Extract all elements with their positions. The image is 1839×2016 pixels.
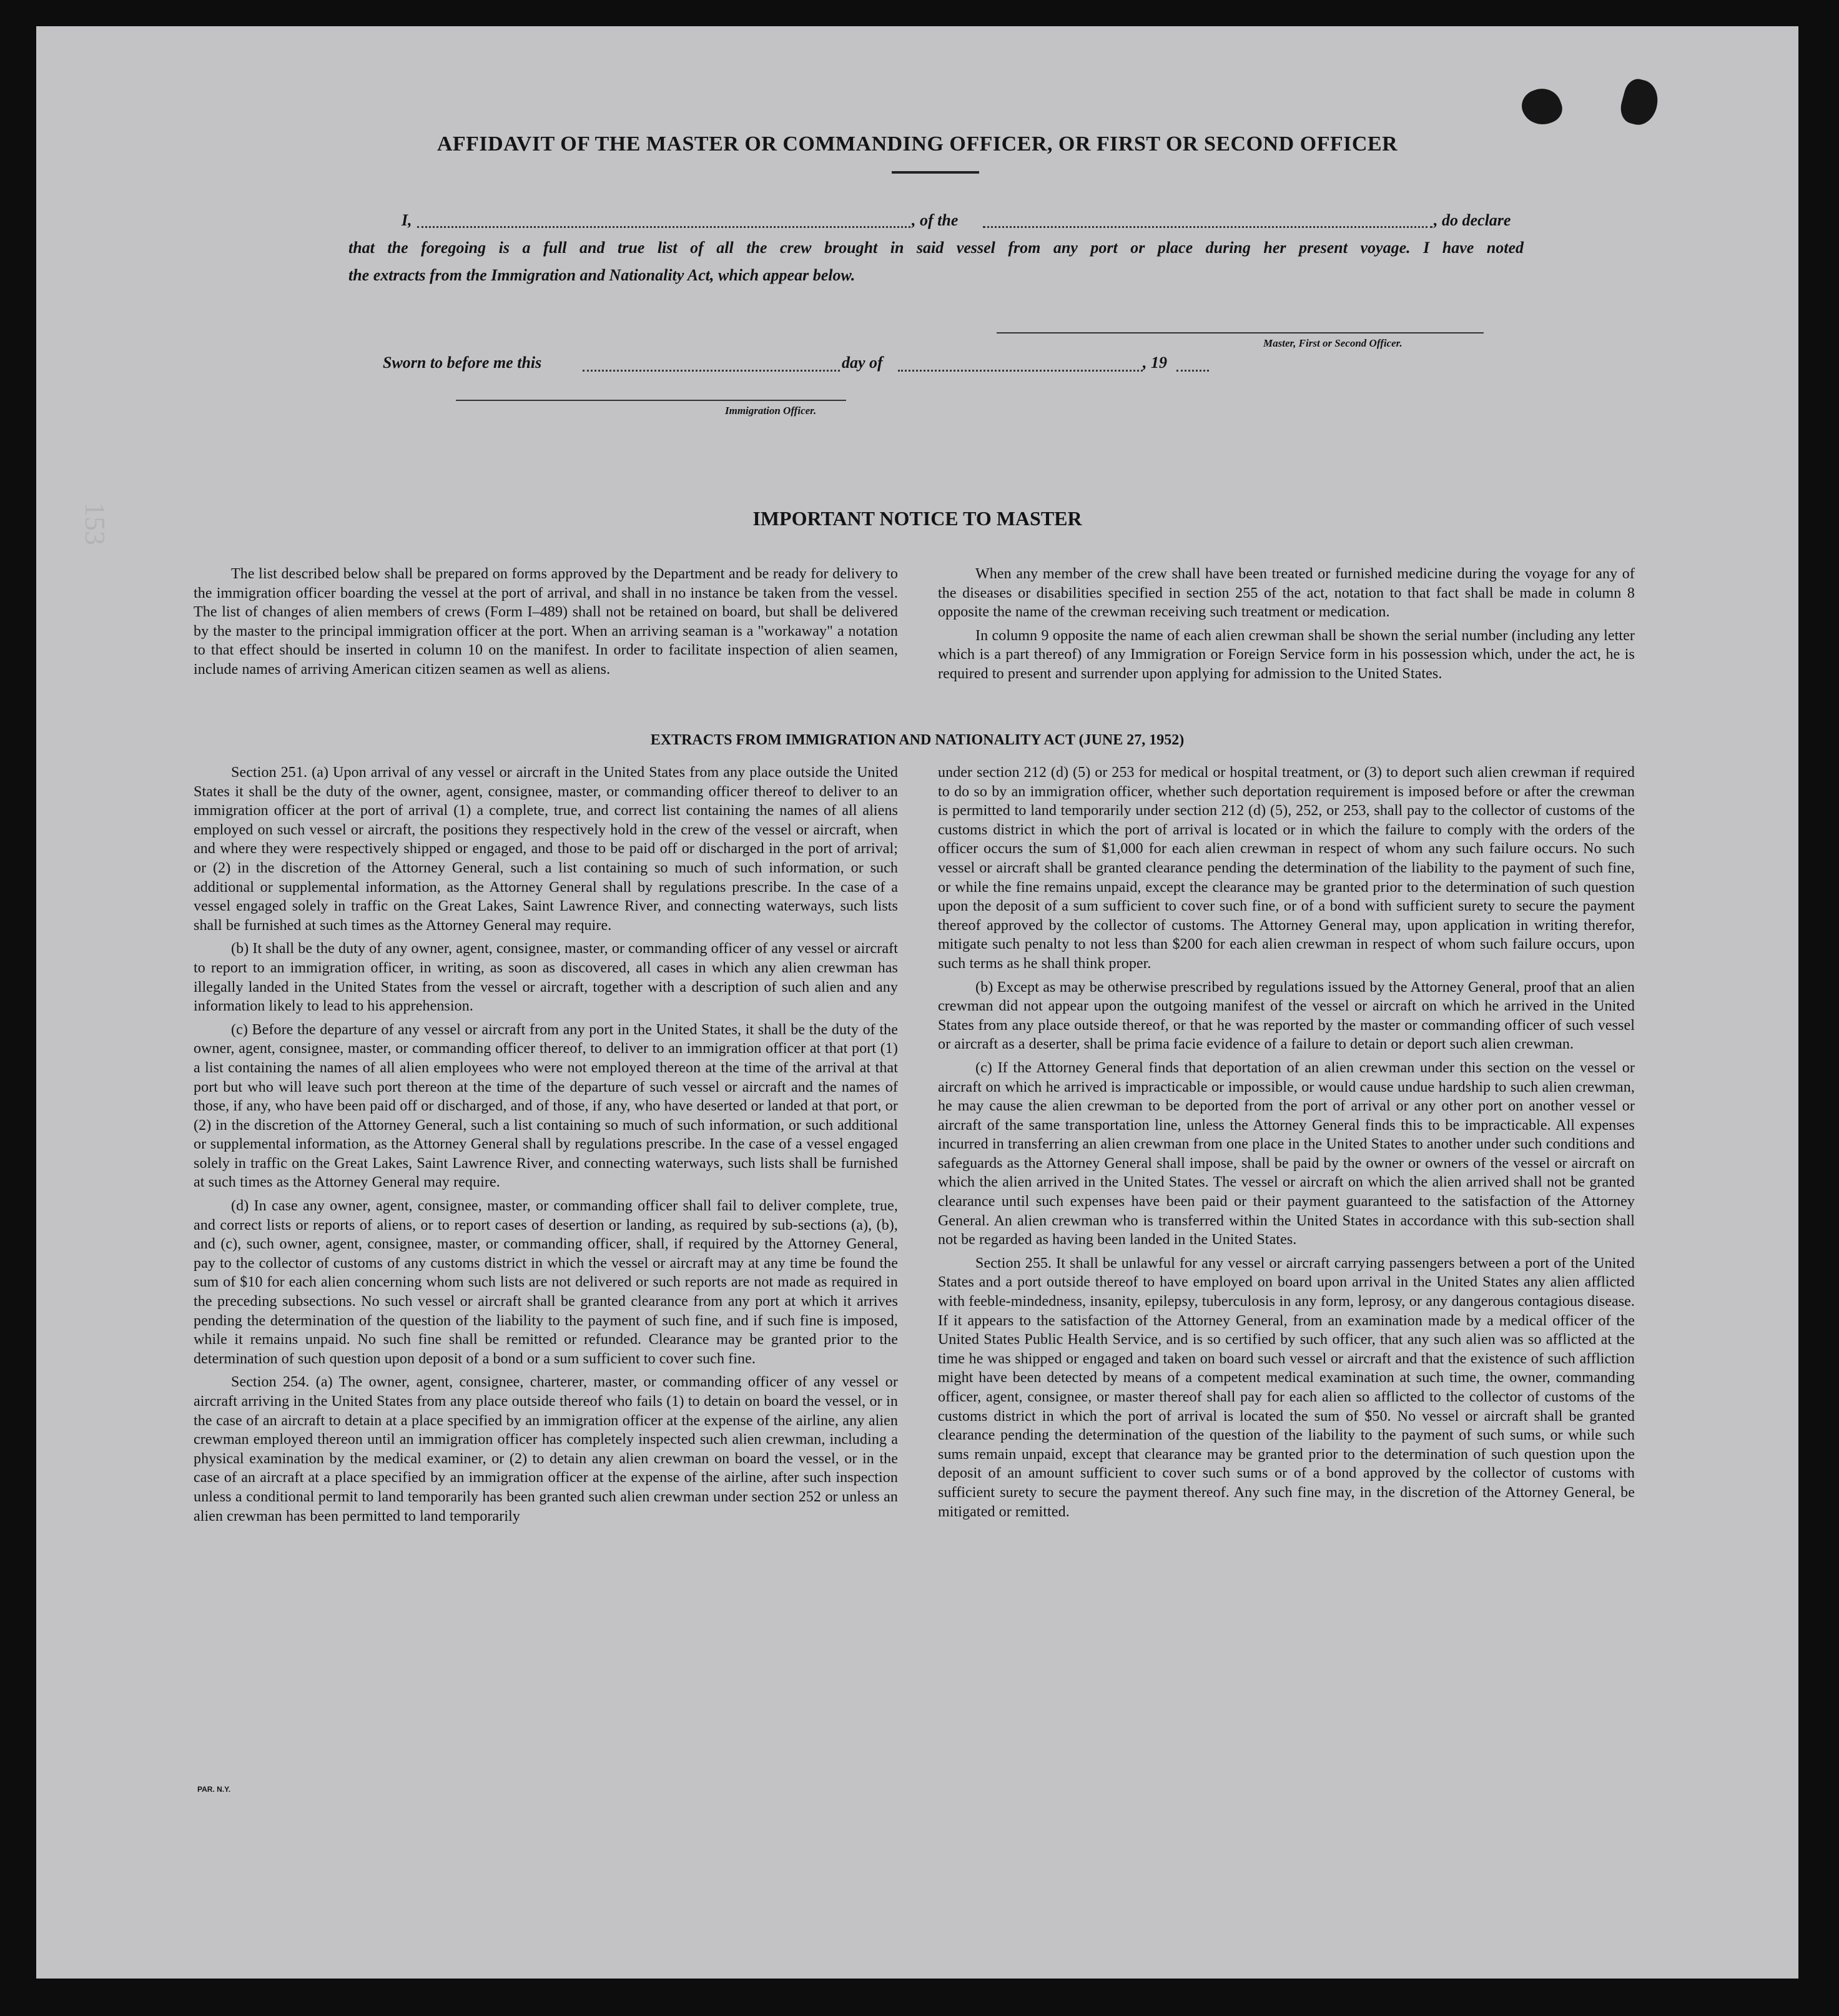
sworn-year-field-line[interactable]: [1176, 370, 1209, 372]
extract-paragraph: Section 254. (a) The owner, agent, consignee, charterer, master, or commanding officer of any vessel or aircraft arriving in the United States from any place outside thereof who fails (1) to detain on board the vessel, or in the case of an aircraft to detain at a place specified by an immigration officer at the expense of the airline, any alien crewman employed thereon until an immigration officer has completely inspected such alien crewman, including a physical examination by the medical examiner, or (2) to detain any alien crewman on board the vessel, or in the case of an aircraft at a place specified by an immigration officer at the expense of the airline, after such inspection unless a conditional permit to land temporarily has been granted such alien crewman under section 252 or unless an alien crewman has been permitted to land temporarily: [194, 1374, 898, 1524]
sworn-day-field-line[interactable]: [583, 370, 840, 372]
master-caption: Master, First or Second Officer.: [1263, 337, 1403, 349]
notice-right-column: [938, 565, 1635, 688]
declaration-line-3: the extracts from the Immigration and Nationality Act, which appear below.: [348, 266, 855, 284]
extract-paragraph: (c) Before the departure of any vessel or aircraft from any port in the United States, it shall be the duty of the owner, agent, consignee, master, or commanding officer thereof, to deliver to an immigration officer at that port (1) a list containing the names of all alien employees who were not employed thereon at the time of the arrival at that port but who will leave such port thereon at the time of the departure of such vessel or aircraft and the names of those, if any, who have been paid off or discharged, and of those, if any, who have deserted or landed at that port, or (2) in the discretion of the Attorney General, such a list containing so much of such information, or such additional or supplemental information, as the Attorney General shall by regulations prescribe. In the case of a vessel engaged solely in traffic on the Great Lakes, Saint Lawrence River, and connecting waterways, such lists shall be furnished at such times as the Attorney General may require.: [194, 1021, 898, 1191]
affidavit-title: AFFIDAVIT OF THE MASTER OR COMMANDING OFFICER, OR FIRST OR SECOND OFFICER: [436, 132, 1398, 156]
notice-paragraph: In column 9 opposite the name of each alien crewman shall be shown the serial number (including any letter which is a part thereof) of any Immigration or Foreign Service form in his possession which, under the act, he is required to present and surrender upon applying for admission to the United States.: [938, 627, 1635, 682]
notice-paragraph: When any member of the crew shall have been treated or furnished medicine during the voyage for any of the diseases or disabilities specified in section 255 of the act, notation to that fact shall be made in column 8 opposite the name of the crewman receiving such treatment or medication.: [938, 566, 1635, 621]
extract-paragraph: (b) It shall be the duty of any owner, agent, consignee, master, or commanding officer of any vessel or aircraft to report to an immigration officer, in writing, as soon as discovered, all cases in which any alien crewman has illegally landed in the United States from the vessel or aircraft, together with a description of such alien and any information likely to lead to his apprehension.: [194, 941, 898, 1015]
extract-paragraph: (d) In case any owner, agent, consignee, master, or commanding officer shall fail to deliver complete, true, and correct lists or reports of aliens, or to report cases of desertion or landing, as required by sub-sections (a), (b), and (c), such owner, agent, consignee, master, or commanding officer, shall, if required by the Attorney General, pay to the collector of customs of any customs district in which the vessel or aircraft may at any time be found the sum of $10 for each alien concerning whom such lists are not delivered or such reports are not made as required in the preceding subsections. No such vessel or aircraft shall be granted clearance from any port at which it arrives pending the determination of the question of the liability to the payment of such fine, and if such fine is imposed, while it remains unpaid. No such fine shall be remitted or refunded. Clearance may be granted prior to the determination of such question upon deposit of a bond or a sum sufficient to cover such fine.: [194, 1198, 898, 1367]
master-signature-line[interactable]: [997, 332, 1484, 334]
sworn-month-field-line[interactable]: [898, 370, 1143, 372]
title-divider: [892, 171, 979, 174]
printer-mark: PAR. N.Y.: [197, 1785, 231, 1794]
officer-signature-line[interactable]: [456, 400, 846, 401]
ink-blot: [1517, 83, 1566, 131]
notice-left-column: [194, 565, 898, 684]
extract-paragraph: Section 251. (a) Upon arrival of any vessel or aircraft in the United States from any place outside the United States it shall be the duty of the owner, agent, consignee, master, or commanding officer thereof to deliver to an immigration officer at the port of arrival (1) a complete, true, and correct list containing the names of all aliens employed on such vessel or aircraft, the positions they respectively hold in the crew of the vessel or aircraft, when and where they were respectively shipped or engaged, and those to be paid off or discharged in the port of arrival; or (2) in the discretion of the Attorney General, such a list containing so much of such information, or such additional or supplemental information, as the Attorney General shall by regulations prescribe. In the case of a vessel engaged solely in traffic on the Great Lakes, Saint Lawrence River, and connecting waterways, such lists shall be furnished at such times as the Attorney General may require.: [194, 764, 898, 934]
ink-blot: [1617, 76, 1663, 129]
extracts-right-column: [938, 763, 1635, 1526]
document-page: [36, 26, 1798, 1979]
extract-paragraph: (b) Except as may be otherwise prescribed by regulations issued by the Attorney General, proof that an alien crewman did not appear upon the outgoing manifest of the vessel or aircraft on which he arrived in the United States from any place outside thereof, or that he was reported by the master or commanding officer of such vessel or aircraft as a deserter, shall be prima facie evidence of a failure to detain or deport such alien crewman.: [938, 979, 1635, 1053]
declaration-do-declare: , do declare: [1434, 211, 1511, 229]
officer-caption: Immigration Officer.: [725, 405, 817, 417]
extracts-title: EXTRACTS FROM IMMIGRATION AND NATIONALITY ACT (JUNE 27, 1952): [650, 732, 1185, 748]
year-prefix: , 19: [1143, 353, 1167, 372]
declaration-i: I,: [402, 211, 412, 229]
day-of-label: day of: [842, 353, 883, 372]
sworn-label: Sworn to before me this: [383, 353, 542, 372]
declaration-of-the: , of the: [912, 211, 959, 229]
extract-paragraph: Section 255. It shall be unlawful for any vessel or aircraft carrying passengers between a port of the United States and a port outside thereof to have employed on board upon arrival in the United States any alien afflicted with feeble-mindedness, insanity, epilepsy, tuberculosis in any form, leprosy, or any dangerous contagious disease. If it appears to the satisfaction of the Attorney General, from an examination made by a medical officer of the United States Public Health Service, and is so certified by such officer, that any such alien was so afflicted at the time he was shipped or engaged and taken on board such vessel or aircraft and that the existence of such affliction might have been detected by means of a competent medical examination at such time, the owner, commanding officer, agent, consignee, or master thereof shall pay for each alien so afflicted to the collector of customs of the customs district in which the port of arrival is located the sum of $50. No vessel or aircraft shall be granted clearance pending the determination of the question of the liability to the payment of such sums, or while such sums remain unpaid, except that clearance may be granted prior to the determination of such question upon the deposit of an amount sufficient to cover such sums or of a bond approved by the collector of customs with sufficient surety to secure the payment thereof. Any such fine may, in the discretion of the Attorney General, be mitigated or remitted.: [938, 1255, 1635, 1520]
extract-paragraph: (c) If the Attorney General finds that deportation of an alien crewman under this section on the vessel or aircraft on which he arrived is impracticable or impossible, or would cause undue hardship to such alien crewman, he may cause the alien crewman to be deported from the port of arrival or any other port on another vessel or aircraft of the same transportation line, unless the Attorney General finds this to be impracticable. All expenses incurred in transferring an alien crewman from one place in the United States to another under such conditions and safeguards as the Attorney General shall impose, shall be paid by the owner or owners of the vessel or aircraft on which the alien arrived in the United States. The vessel or aircraft on which the alien arrived shall not be granted clearance until such expenses have been paid or their payment guaranteed to the satisfaction of the Attorney General. An alien crewman who is transferred within the United States in accordance with this sub-section shall not be regarded as having been landed in the United States.: [938, 1059, 1635, 1248]
vessel-field-line[interactable]: [983, 226, 1432, 228]
notice-paragraph: The list described below shall be prepared on forms approved by the Department and be ready for delivery to the immigration officer boarding the vessel at the port of arrival, and shall in no instance be taken from the vessel. The list of changes of alien members of crews (Form I–489) shall not be retained on board, but shall be delivered by the master to the principal immigration officer at the port. When an arriving seaman is a "workaway" a notation to that effect should be inserted in column 10 on the manifest. In order to facilitate inspection of alien seamen, include names of arriving American citizen seamen as well as aliens.: [194, 566, 898, 678]
margin-stamp: 153: [79, 502, 111, 545]
notice-title: IMPORTANT NOTICE TO MASTER: [752, 507, 1082, 530]
extracts-left-column: [194, 763, 898, 1530]
extract-paragraph: under section 212 (d) (5) or 253 for medical or hospital treatment, or (3) to deport such alien crewman if required to do so by an immigration officer, whether such deportation requirement is imposed before or after the crewman is permitted to land temporarily under section 212 (d) (5), 252, or 253, shall pay to the collector of customs of the customs district in which the port of arrival is located or in which the failure to comply with the orders of the officer occurs the sum of $1,000 for each alien crewman in respect of whom any such failure occurs. No such vessel or aircraft shall be granted clearance pending the determination of the liability to the payment of such fine, or while the fine remains unpaid, except the clearance may be granted prior to the determination of such question upon the deposit of a sum sufficient to cover such fine, or of a bond with sufficient surety to secure the payment thereof approved by the collector of customs. The Attorney General may, upon application in writing therefor, mitigate such penalty to not less than $200 for each alien crewman in respect of whom such failure occurs, upon such terms as he shall think proper.: [938, 764, 1635, 972]
declaration-line-2: that the foregoing is a full and true list of all the crew brought in said vessel from any port or place during her present voyage. I have noted: [348, 239, 1524, 257]
name-field-line[interactable]: [417, 226, 910, 228]
